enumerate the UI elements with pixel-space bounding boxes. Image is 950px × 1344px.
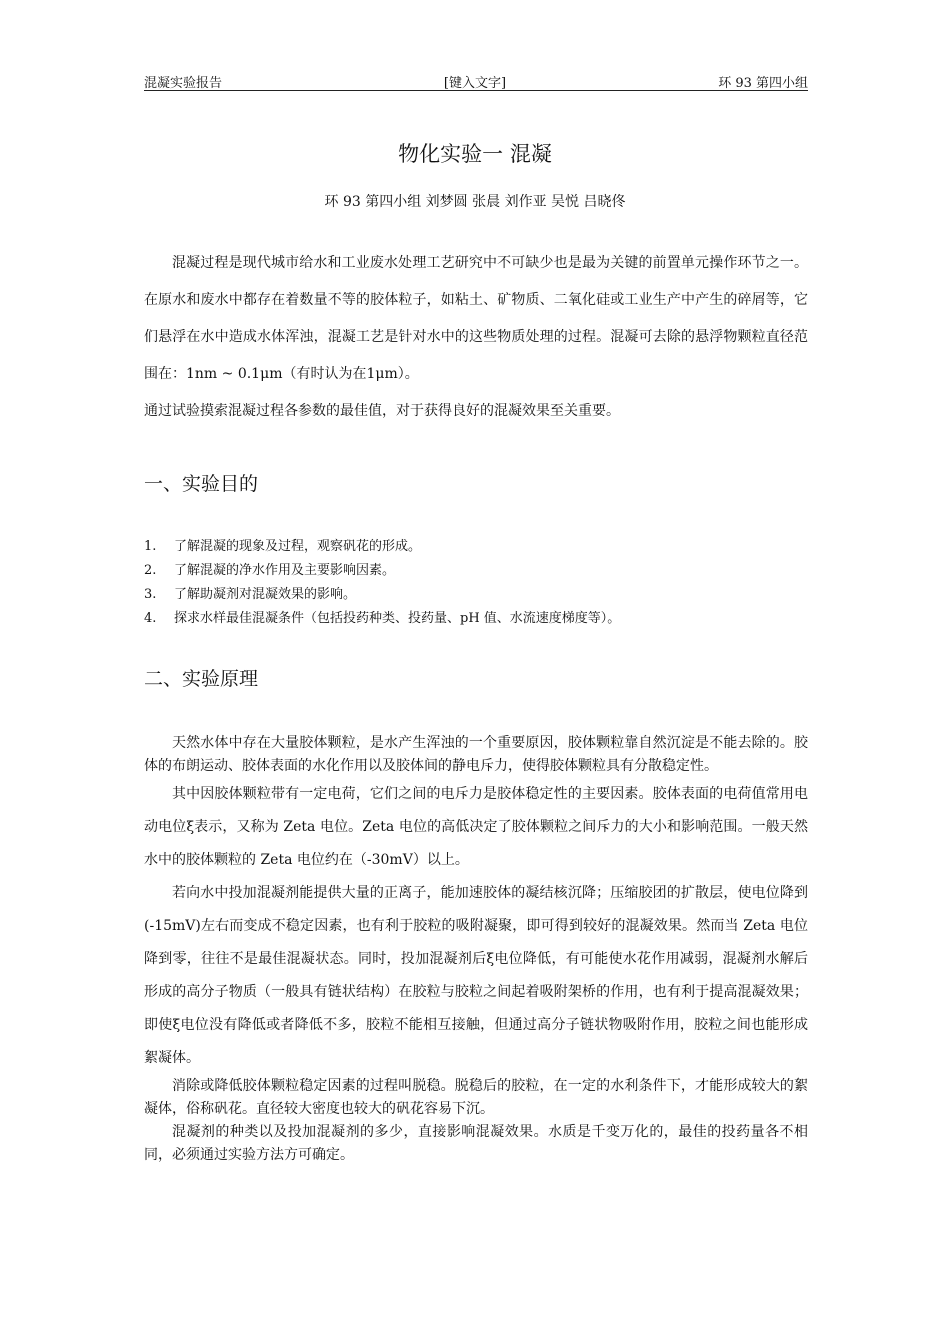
list-item-number: 4.	[144, 611, 157, 626]
list-item-text: 了解助凝剂对混凝效果的影响。	[174, 587, 357, 602]
principles-paragraph-1: 天然水体中存在大量胶体颗粒，是水产生浑浊的一个重要原因，胶体颗粒靠自然沉淀是不能去除的。胶体的布朗运动、胶体表面的水化作用以及胶体间的静电斥力，使得胶体颗粒具有分散稳定性。	[144, 735, 808, 774]
header-center: [键入文字]	[443, 76, 507, 91]
intro-paragraph: 混凝过程是现代城市给水和工业废水处理工艺研究中不可缺少也是最为关键的前置单元操作环节之一。在原水和废水中都存在着数量不等的胶体粒子，如粘土、矿物质、二氧化硅或工业生产中产生的碎屑等，它们悬浮在水中造成水体浑浊，混凝工艺是针对水中的这些物质处理的过程。混凝可去除的悬浮物颗粒直径范围在：1nm ~ 0.1μm（有时认为在1μm）。	[144, 255, 808, 382]
list-item	[144, 607, 808, 631]
list-item-number: 1.	[144, 539, 157, 554]
list-item	[144, 559, 808, 583]
intro-section	[144, 245, 808, 430]
list-item-text: 了解混凝的现象及过程，观察矾花的形成。	[174, 539, 422, 554]
list-item-text: 探求水样最佳混凝条件（包括投药种类、投药量、pH 值、水流速度梯度等）。	[174, 611, 621, 626]
objectives-list	[144, 535, 808, 631]
list-item-text: 了解混凝的净水作用及主要影响因素。	[174, 563, 396, 578]
principles-paragraph-3: 若向水中投加混凝剂能提供大量的正离子，能加速胶体的凝结核沉降；压缩胶团的扩散层，使电位降到(-15mV)左右而变成不稳定因素，也有利于胶粒的吸附凝聚，即可得到较好的混凝效果。然而当 Zeta 电位降到零，往往不是最佳混凝状态。同时，投加混凝剂后ξ电位降低，有可能使水花作用减弱，混凝剂水解后形成的高分子物质（一般具有链状结构）在胶粒与胶粒之间起着吸附架桥的作用，也有利于提高混凝效果；即使ξ电位没有降低或者降低不多，胶粒不能相互接触，但通过高分子链状物吸附作用，胶粒之间也能形成絮凝体。	[144, 885, 808, 1066]
principles-paragraph-2: 其中因胶体颗粒带有一定电荷，它们之间的电斥力是胶体稳定性的主要因素。胶体表面的电荷值常用电动电位ξ表示，又称为 Zeta 电位。Zeta 电位的高低决定了胶体颗粒之间斥力的大小和影响范围。一般天然水中的胶体颗粒的 Zeta 电位约在（-30mV）以上。	[144, 786, 808, 868]
intro-paragraph-2: 通过试验摸索混凝过程各参数的最佳值，对于获得良好的混凝效果至关重要。	[144, 403, 620, 419]
list-item-number: 3.	[144, 587, 157, 602]
section-heading-objectives: 一、实验目的	[144, 473, 259, 495]
principles-section	[144, 732, 808, 1167]
header-right: 环 93 第四小组	[718, 76, 808, 91]
header-left: 混凝实验报告	[144, 76, 223, 91]
list-item	[144, 535, 808, 559]
principles-paragraph-5: 混凝剂的种类以及投加混凝剂的多少，直接影响混凝效果。水质是千变万化的，最佳的投药量各不相同，必须通过实验方法方可确定。	[144, 1124, 808, 1163]
section-heading-principles: 二、实验原理	[144, 668, 259, 690]
list-item-number: 2.	[144, 563, 157, 578]
list-item	[144, 583, 808, 607]
author-line: 环 93 第四小组 刘梦圆 张晨 刘作亚 吴悦 吕晓佟	[324, 194, 626, 210]
header-divider	[144, 90, 808, 91]
document-title: 物化实验一 混凝	[398, 142, 552, 166]
principles-paragraph-4: 消除或降低胶体颗粒稳定因素的过程叫脱稳。脱稳后的胶粒，在一定的水利条件下，才能形成较大的絮凝体，俗称矾花。直径较大密度也较大的矾花容易下沉。	[144, 1078, 808, 1117]
